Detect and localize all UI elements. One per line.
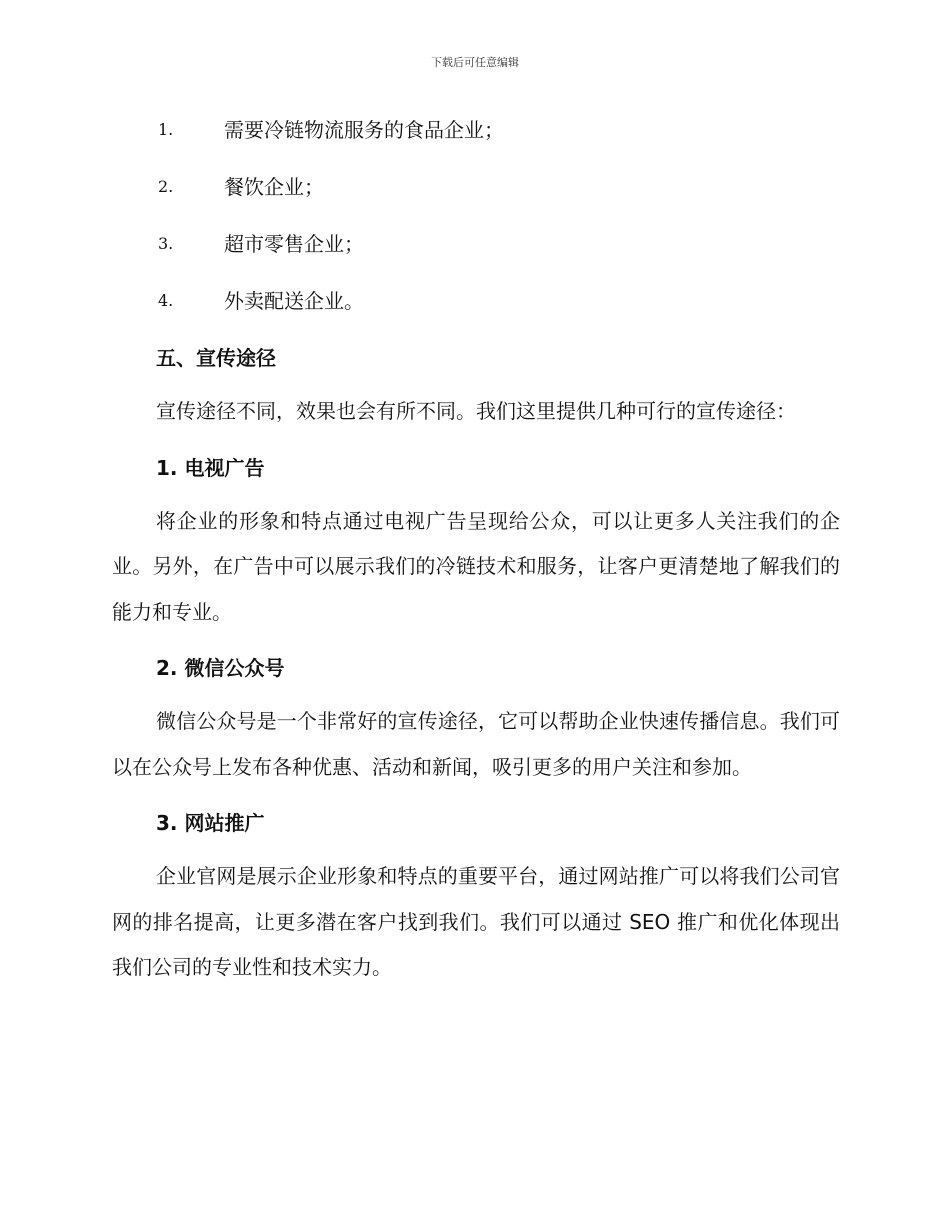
subsection-body-website: 企业官网是展示企业形象和特点的重要平台，通过网站推广可以将我们公司官网的排名提高，让更多潜在客户找到我们。我们可以通过 SEO 推广和优化体现出我们公司的专业性和技术实力。 [112,864,840,979]
list-item [112,224,840,281]
list-number: 4. [158,291,174,310]
list-text: 需要冷链物流服务的食品企业； [224,118,504,142]
list-item [112,110,840,167]
section-heading: 五、宣传途径 [156,346,276,370]
list-item [112,167,840,224]
subsection-heading-wechat: 2. 微信公众号 [156,656,285,680]
list-number: 3. [158,234,174,253]
list-item [112,281,840,338]
header-note: 下载后可任意编辑 [431,56,519,69]
document-body [112,110,840,991]
list-number: 2. [158,177,174,196]
section-intro: 宣传途径不同，效果也会有所不同。我们这里提供几种可行的宣传途径： [156,399,796,423]
subsection-body-wechat: 微信公众号是一个非常好的宣传途径，它可以帮助企业快速传播信息。我们可以在公众号上发布各种优惠、活动和新闻，吸引更多的用户关注和参加。 [112,709,840,779]
subsection-body-tv: 将企业的形象和特点通过电视广告呈现给公众，可以让更多人关注我们的企业。另外，在广告中可以展示我们的冷链技术和服务，让客户更清楚地了解我们的能力和专业。 [112,508,840,624]
list-text: 餐饮企业； [224,175,324,199]
list-number: 1. [158,120,174,139]
list-text: 超市零售企业； [224,232,364,256]
subsection-heading-tv: 1. 电视广告 [156,455,265,480]
list-text: 外卖配送企业。 [224,289,364,313]
subsection-heading-website: 3. 网站推广 [156,811,265,835]
